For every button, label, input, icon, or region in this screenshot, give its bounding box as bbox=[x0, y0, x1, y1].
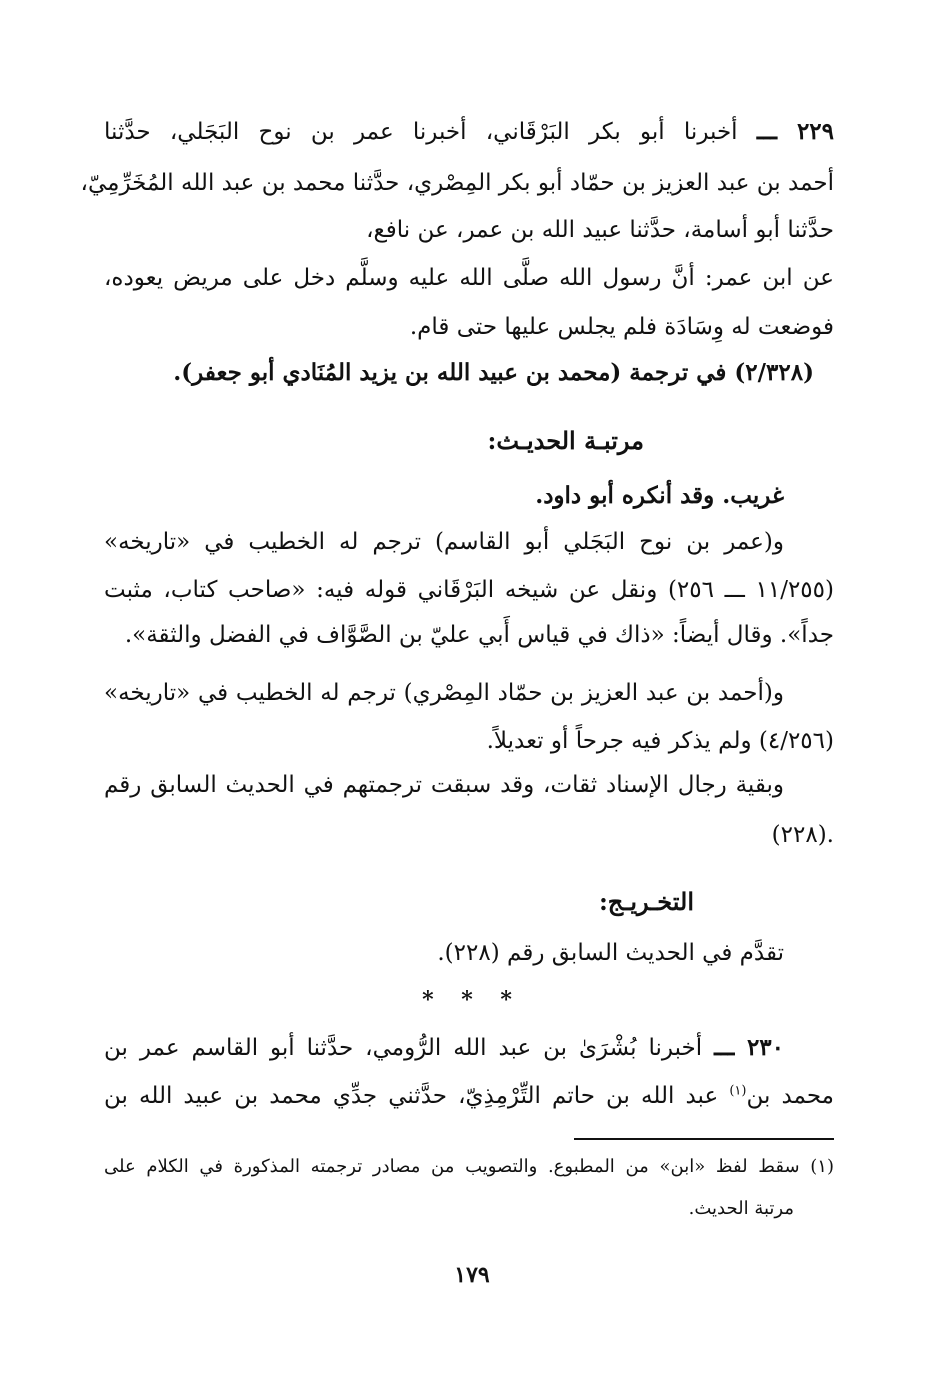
grade-para-2-line-1: و(أحمد بن عبد العزيز بن حمّاد المِصْري) ترجم له الخطيب في «تاريخه» bbox=[104, 680, 784, 706]
footnote-rule bbox=[574, 1138, 834, 1140]
grade-para-3-line-1: وبقية رجال الإسناد ثقات، وقد سبقت ترجمتهم في الحديث السابق رقم bbox=[104, 772, 784, 798]
hadith-229-line-2: أحمد بن عبد العزيز بن حمّاد أبو بكر المِصْري، حدَّثنا محمد بن عبد الله المُخَرِّمِيّ، bbox=[80, 170, 834, 196]
grade-para-1-line-3: جداً». وقال أيضاً: «ذاك في قياس أَبي عليّ بن الصَّوَّاف في الفضل والثقة». bbox=[124, 622, 834, 648]
hadith-230-line-2 bbox=[104, 1081, 834, 1111]
hadith-229-text: أخبرنا أبو بكر البَرْقَاني، أخبرنا عمر بن نوح البَجَلي، حدَّثنا bbox=[104, 119, 738, 145]
takhrij-heading: التخـريـج: bbox=[598, 887, 694, 916]
hadith-229-line-3: حدَّثنا أبو أسامة، حدَّثنا عبيد الله بن عمر، عن نافع، bbox=[366, 217, 834, 243]
hadith-230-line-2-start: محمد بن bbox=[746, 1083, 834, 1109]
grade-para-1-line-1: و(عمر بن نوح البَجَلي أبو القاسم) ترجم له الخطيب في «تاريخه» bbox=[104, 529, 784, 555]
hadith-229-number: ٢٢٩ ـــ bbox=[756, 118, 835, 145]
hadith-229-line-1 bbox=[104, 117, 834, 147]
grade-para-2-line-2: (٤/٢٥٦) ولم يذكر فيه جرحاً أو تعديلاً. bbox=[486, 728, 834, 754]
grade-para-3-line-2: (٢٢٨). bbox=[771, 822, 834, 848]
hadith-229-reference: (٢/٣٢٨) في ترجمة (محمد بن عبيد الله بن يزيد المُنَادي أبو جعفر). bbox=[173, 359, 814, 386]
footnote-marker: (١) bbox=[810, 1156, 834, 1177]
hadith-230-number: ٢٣٠ ـــ bbox=[714, 1034, 784, 1061]
footnote-line-2: مرتبة الحديث. bbox=[688, 1198, 794, 1219]
hadith-229-matn-line-1: عن ابن عمر: أنَّ رسول الله صلَّى الله عليه وسلَّم دخل على مريض يعوده، bbox=[104, 265, 834, 291]
footnote-text: سقط لفظ «ابن» من المطبوع. والتصويب من مصادر ترجمته المذكورة في الكلام على bbox=[104, 1156, 800, 1177]
page-number: ١٧٩ bbox=[454, 1262, 490, 1288]
hadith-230-line-1 bbox=[104, 1033, 784, 1063]
footnote-reference: (١) bbox=[729, 1083, 747, 1099]
takhrij-text: تقدَّم في الحديث السابق رقم (٢٢٨). bbox=[437, 940, 784, 966]
section-separator: * * * bbox=[422, 987, 522, 1013]
grade-heading: مرتبـة الحديـث: bbox=[487, 426, 644, 455]
hadith-229-matn-line-2: فوضعت له وِسَادَة فلم يجلس عليها حتى قام. bbox=[409, 314, 834, 340]
grade-verdict: غريب. وقد أنكره أبو داود. bbox=[535, 482, 784, 509]
hadith-230-line-2-rest: عبد الله بن حاتم التِّرْمِذِيّ، حدَّثني جدِّي محمد بن عبيد الله بن bbox=[104, 1083, 719, 1109]
footnote-line-1 bbox=[104, 1154, 834, 1180]
hadith-230-text: أخبرنا بُشْرَىٰ بن عبد الله الرُّومي، حدَّثنا أبو القاسم عمر بن bbox=[104, 1035, 703, 1061]
grade-para-1-line-2: (١١/٢٥٥ ـــ ٢٥٦) ونقل عن شيخه البَرْقَاني قوله فيه: «صاحب كتاب، مثبت bbox=[104, 577, 834, 603]
